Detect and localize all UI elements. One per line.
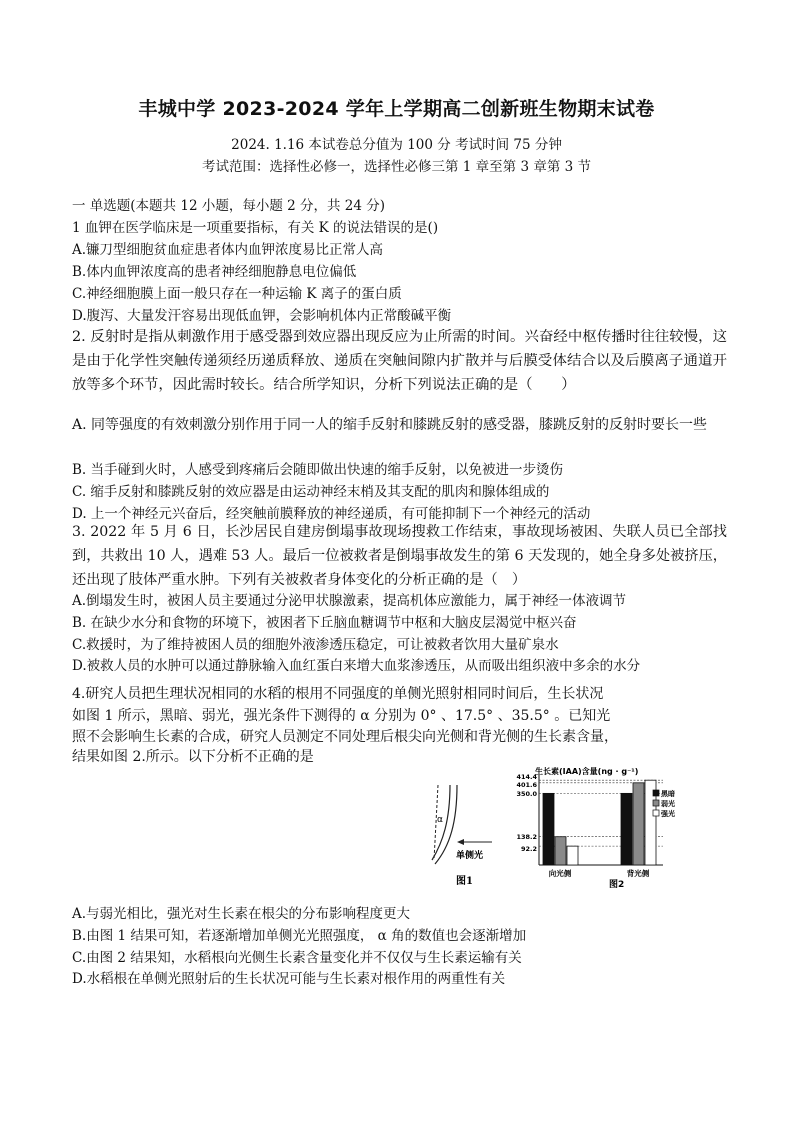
light-arrow-head — [457, 839, 464, 845]
q4-option-b: B.由图 1 结果可知，若逐渐增加单侧光光照强度， α 角的数值也会逐渐增加 — [72, 928, 527, 944]
chart-bars — [543, 780, 656, 865]
chart-ylabel: 生长素(IAA)含量(ng · g⁻¹) — [535, 767, 639, 776]
chart-category-label: 向光侧 — [548, 869, 572, 878]
figure-2-iaa-chart — [505, 765, 675, 895]
q1-option-c: C.神经细胞膜上面一般只存在一种运输 K 离子的蛋白质 — [72, 286, 402, 302]
chart-legend-swatch — [653, 790, 659, 796]
figure-2-caption: 图2 — [609, 880, 625, 890]
alpha-label: α — [437, 815, 443, 825]
figure-1-root-curvature — [410, 780, 500, 890]
chart-bar — [555, 837, 566, 865]
chart-tick-label: 92.2 — [520, 845, 537, 854]
chart-tick-label: 350.0 — [516, 789, 537, 798]
q3-option-a: A.倒塌发生时，被困人员主要通过分泌甲状腺激素，提高机体应激能力，属于神经一体液调节 — [72, 593, 627, 609]
q3-option-c: C.救援时，为了维持被困人员的细胞外液渗透压稳定，可让被救者饮用大量矿泉水 — [72, 637, 559, 653]
q4-stem-line2: 如图 1 所示，黑暗、弱光，强光条件下测得的 α 分别为 0° 、17.5° 、35.5° 。已知光 — [72, 708, 611, 724]
chart-legend-swatch — [653, 800, 659, 806]
q4-stem-line3: 照不会影响生长素的合成，研究人员测定不同处理后根尖向光侧和背光侧的生长素含量， — [72, 729, 618, 745]
q4-option-c: C.由图 2 结果知，水稻根向光侧生长素含量变化并不仅仅与生长素运输有关 — [72, 950, 522, 966]
chart-bar — [543, 793, 554, 865]
q4-stem-line1: 4.研究人员把生理状况相同的水稻的根用不同强度的单侧光照射相同时间后，生长状况 — [72, 686, 604, 702]
section-heading: 一 单选题(本题共 12 小题，每小题 2 分，共 24 分) — [72, 198, 386, 214]
chart-category-label: 背光侧 — [626, 869, 650, 878]
chart-legend-label: 黑暗 — [661, 790, 675, 798]
q2-option-b: B. 当手碰到火时，人感受到疼痛后会随即做出快速的缩手反射，以免被进一步烫伤 — [72, 462, 564, 478]
q1-stem: 1 血钾在医学临床是一项重要指标，有关 K 的说法错误的是() — [72, 220, 439, 236]
q3-option-b: B. 在缺少水分和食物的环境下，被困者下丘脑血糖调节中枢和大脑皮层渴觉中枢兴奋 — [72, 615, 577, 631]
light-direction-label: 单侧光 — [456, 851, 484, 861]
q4-stem-line4: 结果如图 2.所示。以下分析不正确的是 — [72, 749, 314, 765]
exam-info-line: 2024. 1.16 本试卷总分值为 100 分 考试时间 75 分钟 — [231, 137, 562, 153]
q2-option-c: C. 缩手反射和膝跳反射的效应器是由运动神经末梢及其支配的肌肉和腺体组成的 — [72, 484, 550, 500]
q3-option-d: D.被救人员的水肿可以通过静脉输入血红蛋白来增大血浆渗透压，从而吸出组织液中多余的水分 — [72, 658, 641, 674]
chart-bar — [567, 846, 578, 865]
exam-scope-line: 考试范围：选择性必修一，选择性必修三第 1 章至第 3 章第 3 节 — [201, 159, 591, 175]
q2-option-d: D. 上一个神经元兴奋后，经突触前膜释放的神经递质，有可能抑制下一个神经元的活动 — [72, 506, 591, 522]
chart-bar — [621, 793, 632, 865]
q3-stem: 3. 2022 年 5 月 6 日，长沙居民自建房倒塌事故现场搜救工作结束，事故现场被困、失联人员已全部找到，共救出 10 人，遇难 53 人。最后一位被救者是倒塌事故发生的第 6 天发现的，她全身多处被挤压，还出现了肢体严重水肿。下列有关被救者身体变化的分析正确的是（ ） — [72, 524, 727, 588]
q4-option-d: D.水稻根在单侧光照射后的生长状况可能与生长素对根作用的两重性有关 — [72, 971, 506, 987]
chart-legend-label: 强光 — [661, 810, 675, 818]
q1-option-a: A.镰刀型细胞贫血症患者体内血钾浓度易比正常人高 — [72, 242, 384, 258]
chart-legend-label: 弱光 — [661, 800, 675, 808]
chart-tick-label: 401.6 — [516, 780, 537, 789]
figure-1-caption: 图1 — [456, 876, 473, 887]
q1-option-b: B.体内血钾浓度高的患者神经细胞静息电位偏低 — [72, 264, 357, 280]
chart-tick-label: 414.4 — [516, 773, 537, 782]
q2-stem: 2. 反射时是指从刺激作用于感受器到效应器出现反应为止所需的时间。兴奋经中枢传播时往往较慢，这是由于化学性突触传递须经历递质释放、递质在突触间隙内扩散并与后膜受体结合以及后膜离子通道开放等多个环节，因此需时较长。结合所学知识，分析下列说法正确的是（ ） — [72, 329, 727, 393]
q2-option-a: A. 同等强度的有效刺激分别作用于同一人的缩手反射和膝跳反射的感受器，膝跳反射的反射时要长一些 — [72, 417, 708, 433]
q1-option-d: D.腹泻、大量发汗容易出现低血钾，会影响机体内正常酸碱平衡 — [72, 308, 452, 324]
chart-legend-swatch — [653, 810, 659, 816]
chart-ticks — [516, 773, 537, 853]
chart-categories — [549, 868, 650, 878]
chart-tick-label: 138.2 — [516, 833, 537, 842]
chart-bar — [633, 783, 644, 865]
exam-title: 丰城中学 2023-2024 学年上学期高二创新班生物期末试卷 — [138, 98, 655, 120]
chart-legend — [653, 789, 675, 818]
q4-option-a: A.与弱光相比，强光对生长素在根尖的分布影响程度更大 — [72, 906, 411, 922]
